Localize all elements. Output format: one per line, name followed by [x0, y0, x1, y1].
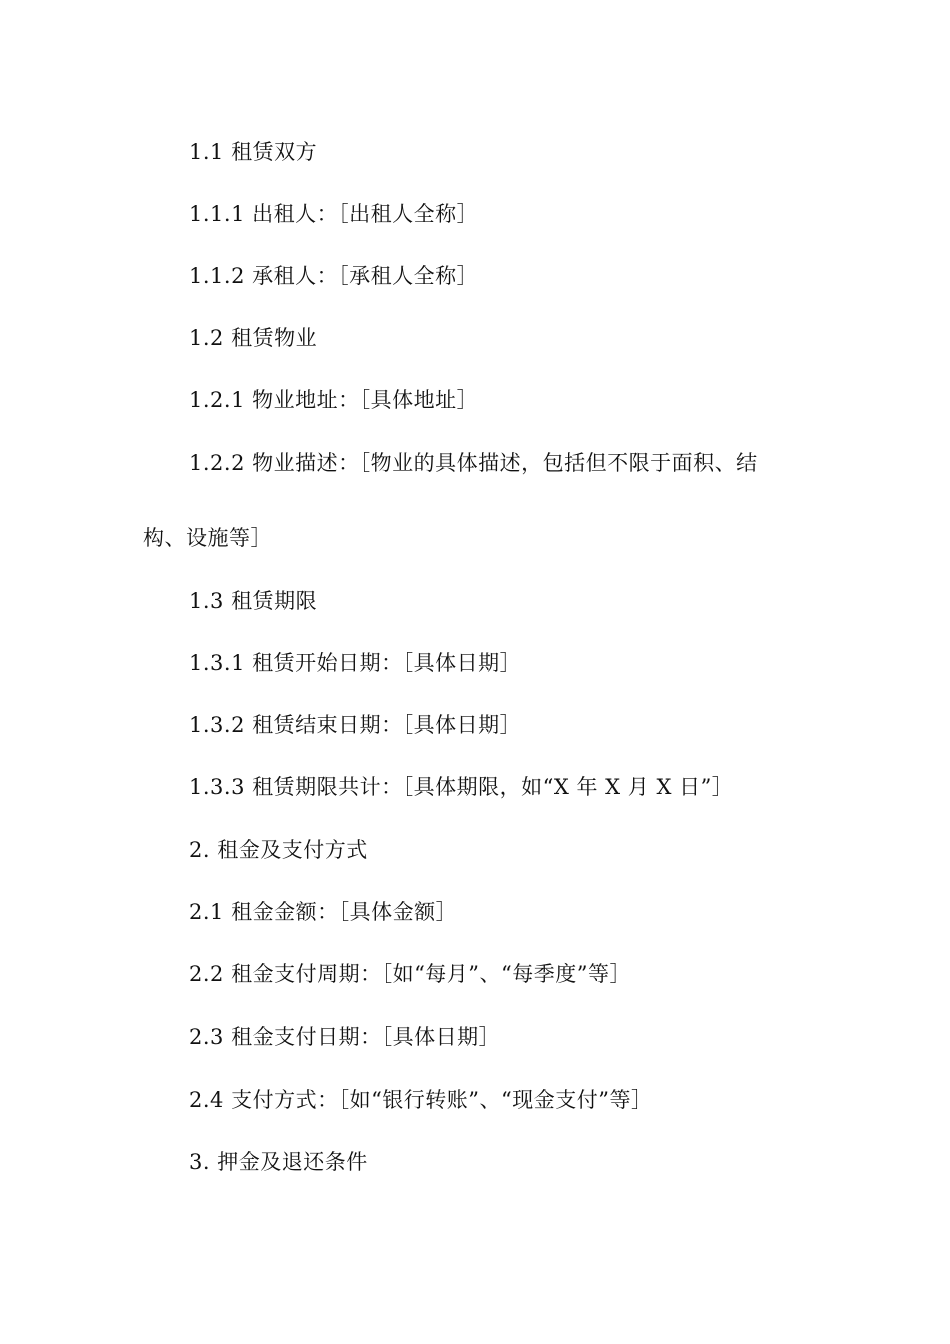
- property-address-line: 1.2.1 物业地址：［具体地址］: [189, 388, 479, 412]
- rent-payment-date-line: 2.3 租金支付日期：［具体日期］: [189, 1025, 501, 1049]
- lessee-line: 1.1.2 承租人：［承租人全称］: [189, 264, 479, 288]
- lease-start-date-line: 1.3.1 租赁开始日期：［具体日期］: [189, 651, 522, 675]
- payment-method-line: 2.4 支付方式：［如“银行转账”、“现金支付”等］: [189, 1088, 653, 1112]
- property-description-line: 1.2.2 物业描述：［物业的具体描述，包括但不限于面积、结: [189, 451, 758, 475]
- lessor-line: 1.1.1 出租人：［出租人全称］: [189, 202, 479, 226]
- rent-amount-line: 2.1 租金金额：［具体金额］: [189, 900, 458, 924]
- lease-end-date-line: 1.3.2 租赁结束日期：［具体日期］: [189, 713, 522, 737]
- property-description-continuation: 构、设施等］: [143, 526, 272, 550]
- rent-payment-cycle-line: 2.2 租金支付周期：［如“每月”、“每季度”等］: [189, 962, 632, 986]
- section-2-heading: 2. 租金及支付方式: [189, 838, 368, 862]
- section-3-heading: 3. 押金及退还条件: [189, 1150, 368, 1174]
- section-1-2-heading: 1.2 租赁物业: [189, 326, 318, 350]
- section-1-3-heading: 1.3 租赁期限: [189, 589, 318, 613]
- lease-term-total-line: 1.3.3 租赁期限共计：［具体期限，如“X 年 X 月 X 日”］: [189, 775, 734, 799]
- section-1-1-heading: 1.1 租赁双方: [189, 140, 318, 164]
